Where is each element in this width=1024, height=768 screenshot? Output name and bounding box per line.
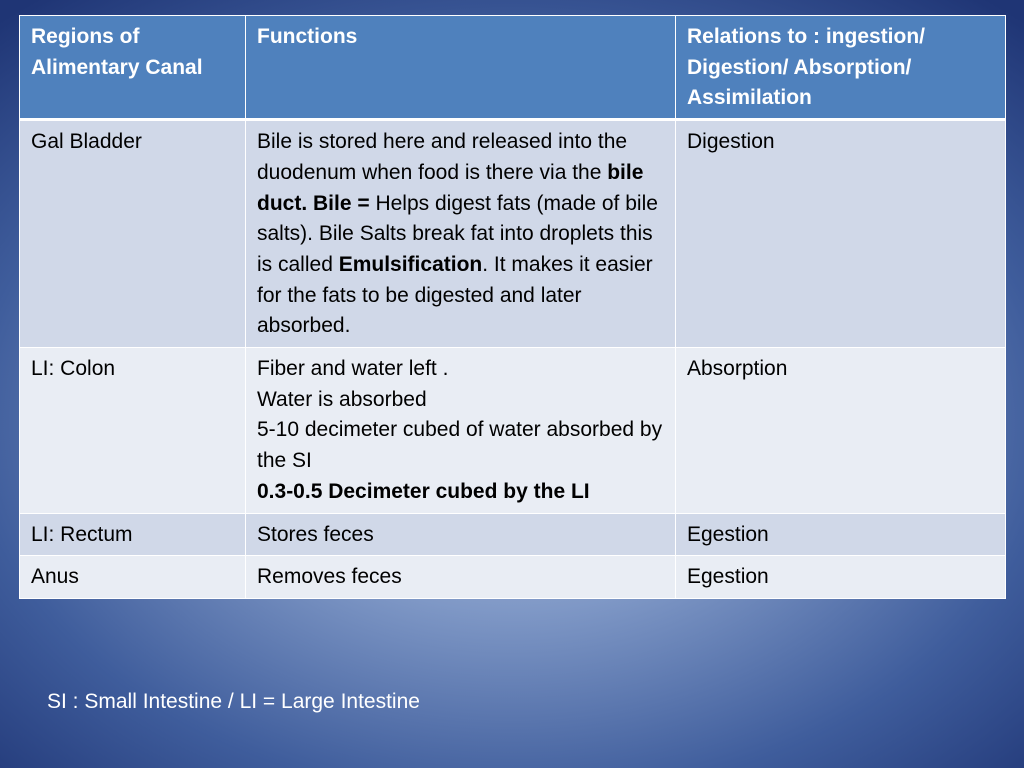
functions-line: Fiber and water left . [257, 357, 449, 381]
alimentary-canal-table [19, 15, 1006, 599]
functions-bold-text: Emulsification [338, 252, 483, 276]
header-relations: Relations to : ingestion/ Digestion/ Absorption/ Assimilation [676, 16, 1006, 120]
functions-cell: Stores feces [246, 513, 676, 556]
functions-line: Water is absorbed [257, 387, 427, 411]
region-cell: Gal Bladder [20, 120, 246, 348]
region-cell: LI: Colon [20, 348, 246, 514]
footnote: SI : Small Intestine / LI = Large Intestine [47, 690, 420, 713]
functions-text: Helps digest fats (made of bile salts). Bile Salts break fat into droplets this is called [257, 191, 658, 276]
functions-bold-text: bile duct. Bile = [257, 160, 644, 215]
functions-cell: Removes feces [246, 556, 676, 599]
functions-line: 5-10 decimeter cubed of water absorbed by the SI [257, 418, 663, 473]
relation-cell: Egestion [676, 556, 1006, 599]
table-row [20, 348, 1006, 514]
functions-cell [246, 348, 676, 514]
table-header-row [20, 16, 1006, 120]
relation-cell: Digestion [676, 120, 1006, 348]
functions-bold-line: 0.3-0.5 Decimeter cubed by the LI [257, 479, 590, 503]
relation-cell: Absorption [676, 348, 1006, 514]
relation-cell: Egestion [676, 513, 1006, 556]
region-cell: LI: Rectum [20, 513, 246, 556]
table-row [20, 120, 1006, 348]
table-row [20, 513, 1006, 556]
header-functions: Functions [246, 16, 676, 120]
table-row [20, 556, 1006, 599]
region-cell: Anus [20, 556, 246, 599]
functions-text: . It makes it easier for the fats to be digested and later absorbed. [257, 252, 653, 338]
functions-cell [246, 120, 676, 348]
functions-text: Bile is stored here and released into the duodenum when food is there via the [257, 130, 628, 184]
header-regions: Regions of Alimentary Canal [20, 16, 246, 120]
